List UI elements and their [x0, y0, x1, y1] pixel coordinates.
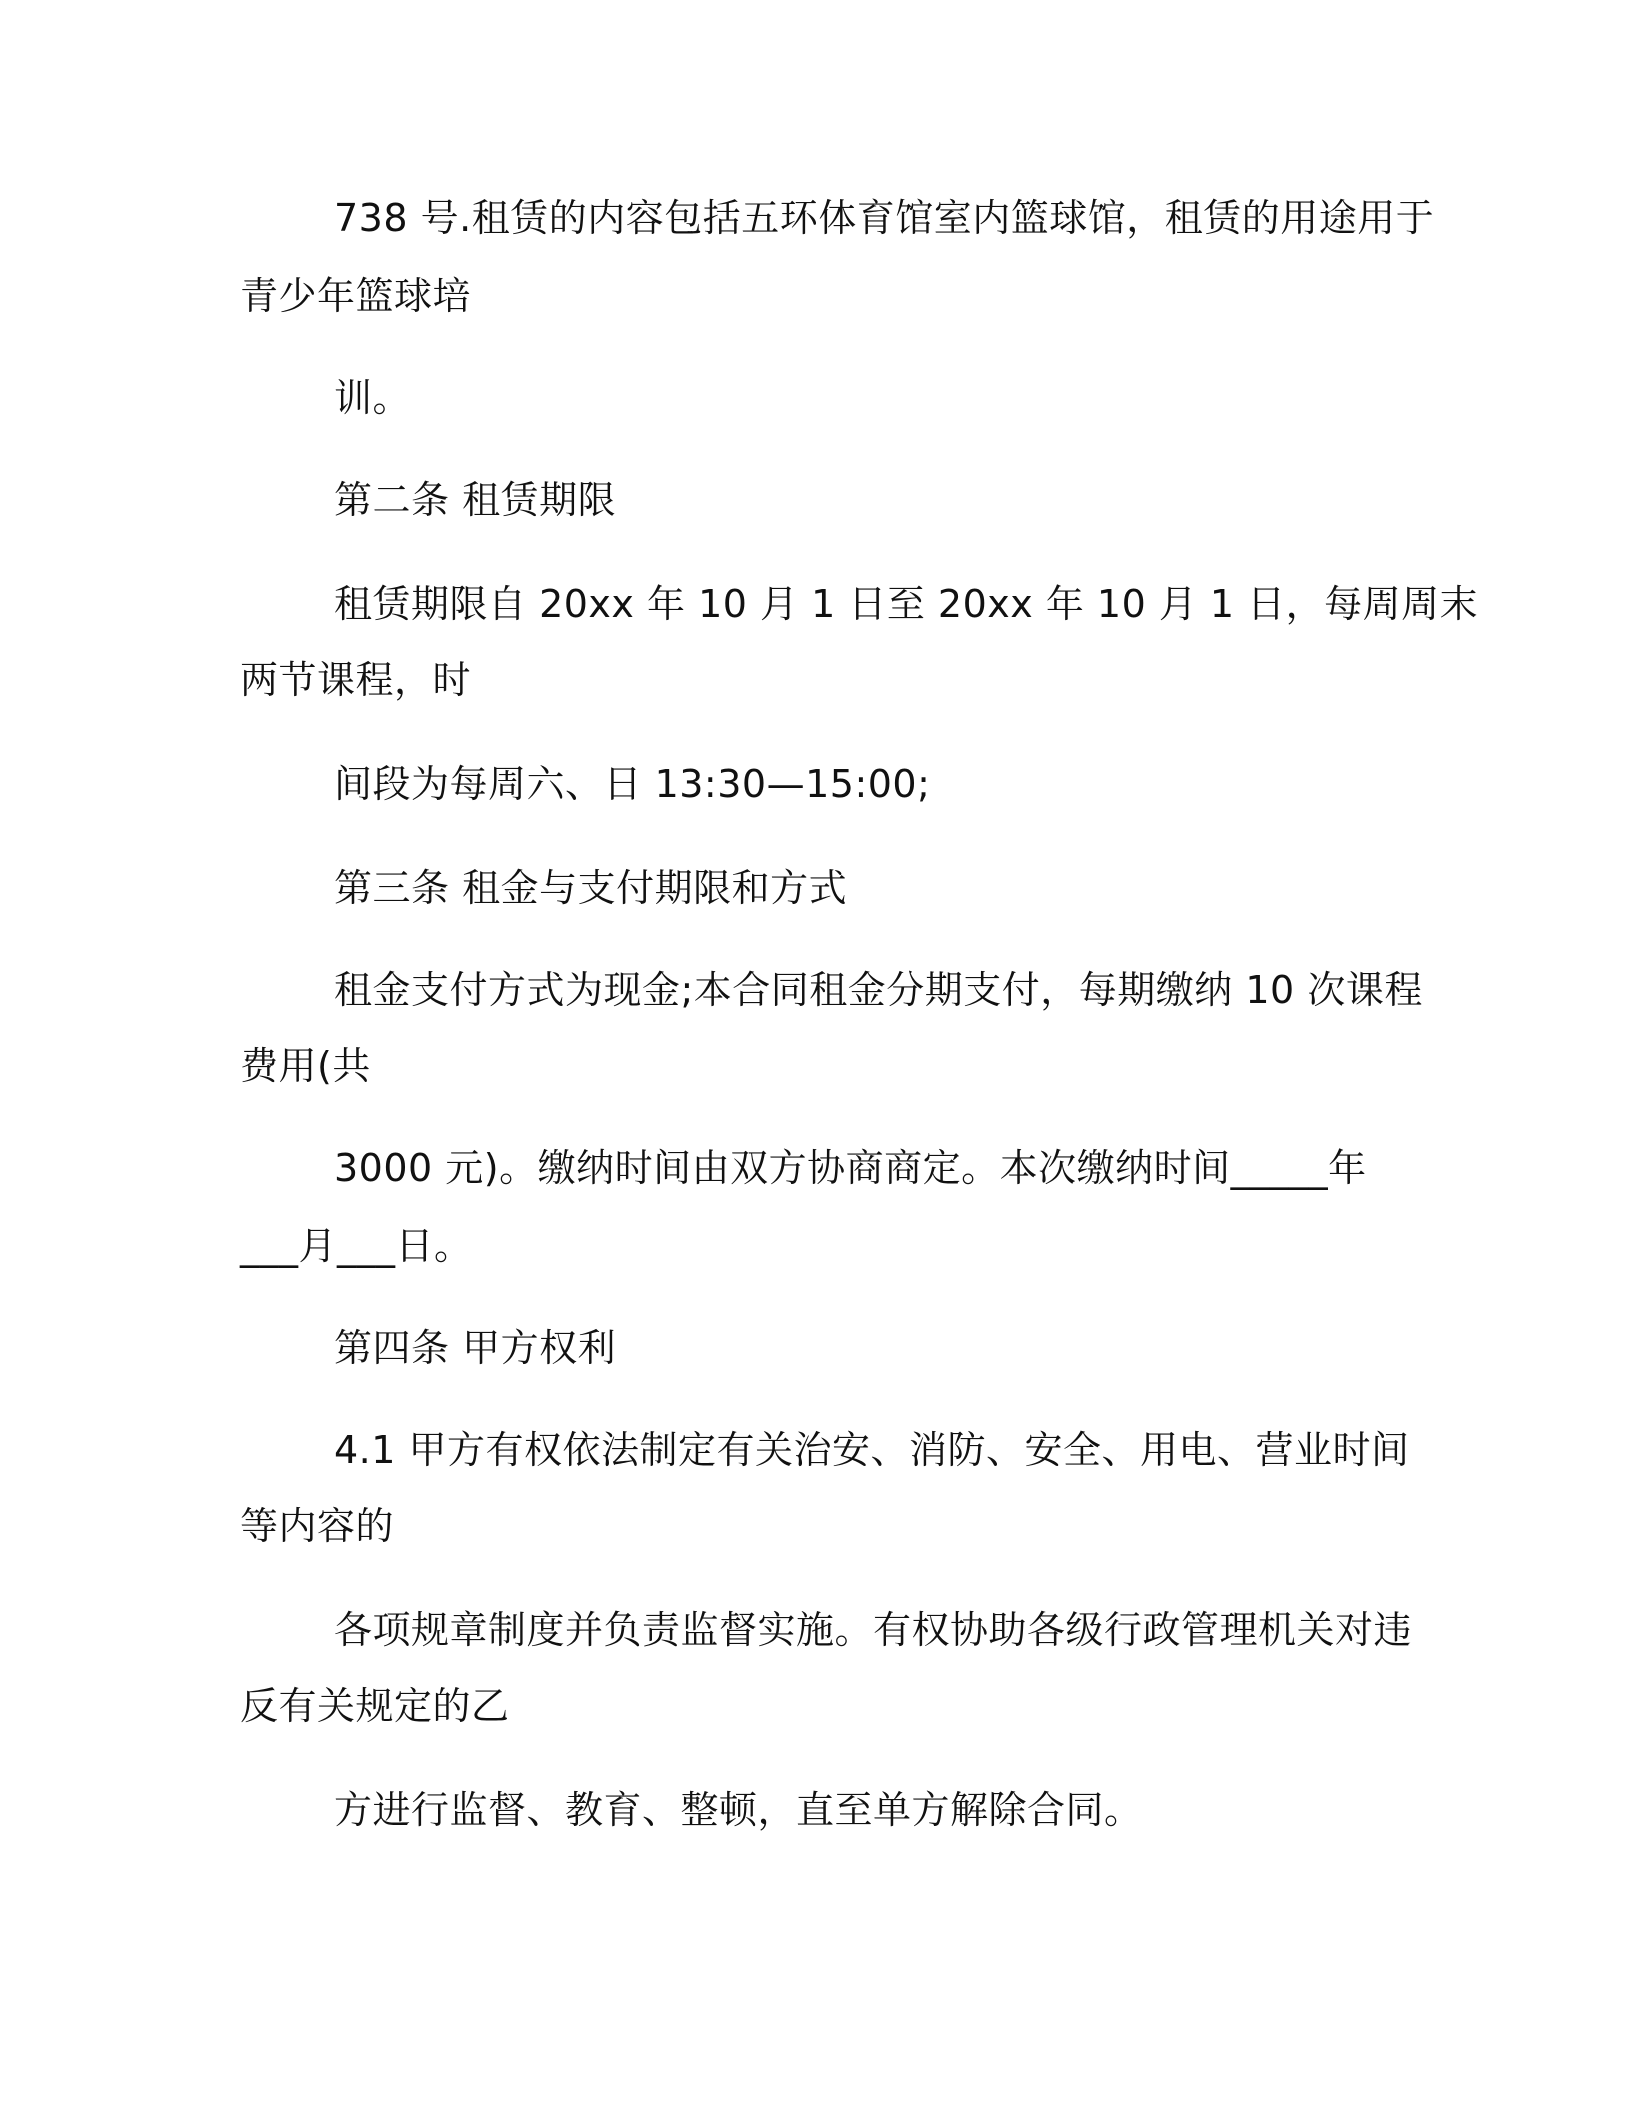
- paragraph-line: 各项规章制度并负责监督实施。有权协助各级行政管理机关对违: [334, 1608, 1413, 1652]
- paragraph-line: 4.1 甲方有权依法制定有关治安、消防、安全、用电、营业时间: [334, 1428, 1410, 1472]
- section-heading: 第二条 租赁期限: [334, 478, 617, 522]
- paragraph-line: 训。: [334, 376, 412, 420]
- paragraph-line: 两节课程，时: [240, 658, 472, 702]
- paragraph-line: 738 号.租赁的内容包括五环体育馆室内篮球馆，租赁的用途用于: [334, 196, 1435, 240]
- paragraph-line: 方进行监督、教育、整顿，直至单方解除合同。: [334, 1788, 1143, 1832]
- section-heading: 第四条 甲方权利: [334, 1326, 617, 1370]
- paragraph-line: 租赁期限自 20xx 年 10 月 1 日至 20xx 年 10 月 1 日，每周周末: [334, 582, 1479, 626]
- paragraph-line: ___月___日。: [240, 1224, 473, 1268]
- paragraph-line: 间段为每周六、日 13:30—15:00;: [334, 762, 931, 806]
- paragraph-line: 租金支付方式为现金;本合同租金分期支付，每期缴纳 10 次课程: [334, 968, 1423, 1012]
- paragraph-line: 反有关规定的乙: [240, 1684, 510, 1728]
- paragraph-line: 青少年篮球培: [240, 274, 472, 318]
- paragraph-line: 等内容的: [240, 1504, 395, 1548]
- section-heading: 第三条 租金与支付期限和方式: [334, 866, 848, 910]
- paragraph-line: 3000 元)。缴纳时间由双方协商商定。本次缴纳时间_____年: [334, 1146, 1367, 1190]
- paragraph-line: 费用(共: [240, 1044, 371, 1088]
